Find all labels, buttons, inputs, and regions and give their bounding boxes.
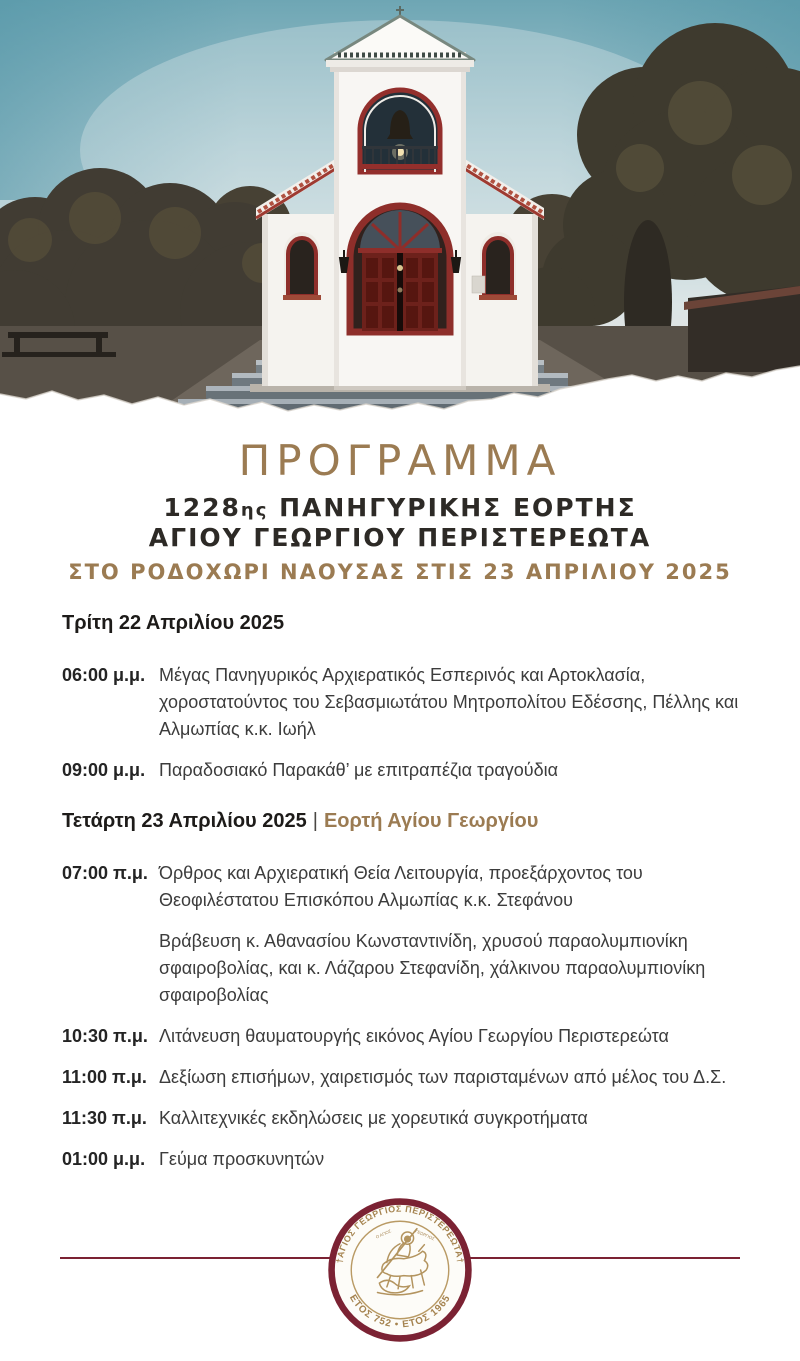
schedule-row bbox=[62, 928, 744, 1009]
subtitle-number: 1228 bbox=[163, 493, 241, 523]
subtitle-line1-text: ΠΑΝΗΓΥΡΙΚΗΣ ΕΟΡΤΗΣ bbox=[268, 493, 637, 523]
poster-header bbox=[0, 438, 800, 584]
event-description: Καλλιτεχνικές εκδηλώσεις με χορευτικά συγκροτήματα bbox=[159, 1108, 588, 1129]
event-time: 07:00 π.μ. bbox=[62, 863, 148, 884]
event-description: Δεξίωση επισήμων, χαιρετισμός των παρισταμένων από μέλος του Δ.Σ. bbox=[159, 1067, 727, 1088]
event-time: 01:00 μ.μ. bbox=[62, 1149, 146, 1170]
church-photo-illustration bbox=[0, 0, 800, 436]
day1-date-header: Τρίτη 22 Απριλίου 2025 bbox=[62, 612, 285, 635]
schedule-row bbox=[62, 662, 744, 743]
event-time: 11:00 π.μ. bbox=[62, 1067, 147, 1088]
day2-date-header bbox=[62, 808, 744, 834]
event-description: Γεύμα προσκυνητών bbox=[159, 1149, 325, 1170]
subtitle-line1 bbox=[0, 493, 800, 523]
day2-date: Τετάρτη 23 Απριλίου 2025 bbox=[62, 810, 307, 833]
event-time bbox=[62, 928, 159, 1009]
schedule-row bbox=[62, 757, 744, 784]
feast-name: Εορτή Αγίου Γεωργίου bbox=[323, 810, 539, 833]
schedule-row bbox=[62, 1023, 744, 1050]
schedule bbox=[0, 610, 800, 1173]
event-description: Παραδοσιακό Παρακάθ’ με επιτραπέζια τραγούδια bbox=[159, 760, 559, 781]
subtitle-location-date: ΣΤΟ ΡΟΔΟΧΩΡΙ ΝΑΟΥΣΑΣ ΣΤΙΣ 23 ΑΠΡΙΛΙΟΥ 2025 bbox=[68, 560, 732, 585]
schedule-row bbox=[62, 860, 744, 914]
seal-center-left-text: Ο ΑΓΙΟΣ bbox=[374, 1228, 392, 1240]
schedule-row bbox=[62, 1105, 744, 1132]
event-description: Λιτάνευση θαυματουργής εικόνος Αγίου Γεωργίου Περιστερεώτα bbox=[159, 1026, 669, 1047]
event-time: 11:30 π.μ. bbox=[62, 1108, 147, 1129]
event-time: 10:30 π.μ. bbox=[62, 1026, 148, 1047]
subtitle-ordinal-suffix: ης bbox=[240, 500, 269, 522]
event-time: 06:00 μ.μ. bbox=[62, 665, 146, 686]
subtitle-line2: ΑΓΙΟΥ ΓΕΩΡΓΙΟΥ ΠΕΡΙΣΤΕΡΕΩΤΑ bbox=[148, 522, 652, 552]
event-description: Μέγας Πανηγυρικός Αρχιερατικός Εσπερινός και Αρτοκλασία, χοροστατούντος του Σεβασμιωτάτου Μητροπολίτου Εδέσσης, Πέλλης και Αλμωπίας κ.κ. Ιωήλ bbox=[159, 665, 739, 740]
event-description: Όρθρος και Αρχιερατική Θεία Λειτουργία, προεξάρχοντος του Θεοφιλέστατου Επισκόπου Αλμωπίας κ.κ. Στεφάνου bbox=[159, 863, 643, 911]
poster-footer bbox=[0, 1185, 800, 1361]
date-feast-separator: | bbox=[312, 810, 318, 833]
page-title: ΠΡΟΓΡΑΜΜΑ bbox=[238, 436, 562, 485]
seal-bottom-text: ΕΤΟΣ 752 • ΕΤΟΣ 1965 bbox=[346, 1293, 454, 1331]
seal-center-right-text: ΓΕΩΡΓΙΟΣ bbox=[414, 1228, 436, 1242]
event-time: 09:00 μ.μ. bbox=[62, 760, 146, 781]
schedule-row bbox=[62, 1064, 744, 1091]
saint-george-seal bbox=[325, 1195, 475, 1345]
schedule-row bbox=[62, 1146, 744, 1173]
church-photo bbox=[0, 0, 800, 436]
event-description: Βράβευση κ. Αθανασίου Κωνσταντινίδη, χρυσού παραολυμπιονίκη σφαιροβολίας, και κ. Λάζαρου Στεφανίδη, χάλκινου παραολυμπιονίκη σφαιροβολίας bbox=[159, 931, 706, 1006]
seal-top-text: †ΑΓΙΟΣ ΓΕΩΡΓΙΟΣ ΠΕΡΙΣΤΕΡΕΩΤΑ† bbox=[334, 1203, 466, 1265]
